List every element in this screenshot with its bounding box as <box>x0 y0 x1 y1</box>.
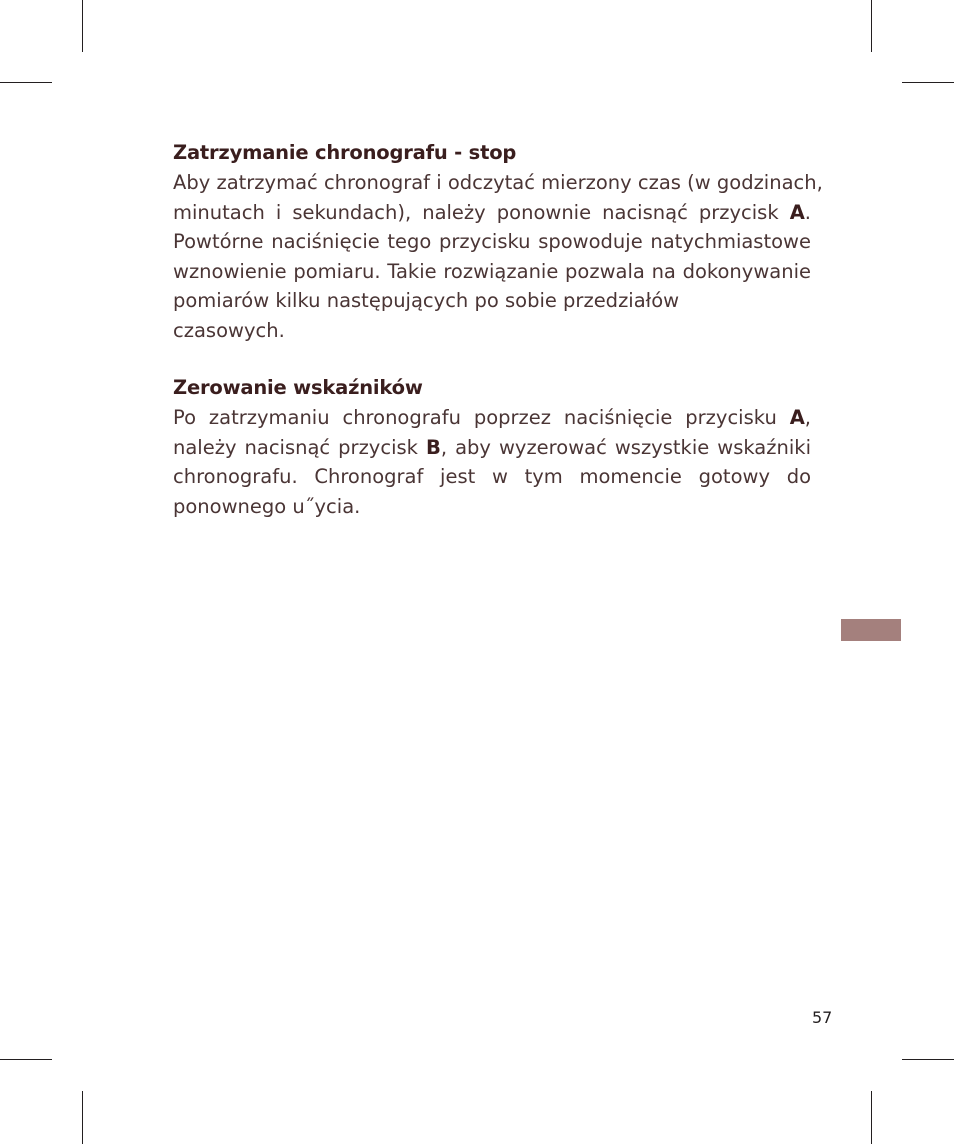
section-body-stop <box>173 168 823 345</box>
crop-mark-top-right-horizontal <box>902 82 954 83</box>
section-spacer <box>173 345 811 373</box>
text-fragment: należy nacisnąć przycisk <box>173 435 426 459</box>
section-heading-reset: Zerowanie wskaźników <box>173 376 423 399</box>
crop-mark-top-left-vertical <box>82 0 83 52</box>
text-fragment: Po zatrzymaniu chronografu poprzez naciśnięcie przycisku <box>173 406 790 429</box>
text-fragment: , <box>804 406 811 429</box>
text-fragment: , aby wyzerować wszystkie wskaźniki <box>440 435 811 459</box>
text-line <box>173 433 811 463</box>
text-line <box>173 403 811 433</box>
text-line: Powtórne naciśnięcie tego przycisku spowoduje natychmiastowe <box>173 230 811 253</box>
crop-mark-bottom-right-horizontal <box>902 1059 954 1060</box>
section-heading-stop: Zatrzymanie chronografu - stop <box>173 141 517 164</box>
page-content <box>173 138 823 521</box>
text-line: czasowych. <box>173 318 285 342</box>
text-fragment: minutach i sekundach), należy ponownie nacisnąć przycisk <box>173 200 790 224</box>
crop-mark-top-right-vertical <box>871 0 872 52</box>
text-line: wznowienie pomiaru. Takie rozwiązanie pozwala na dokonywanie <box>173 259 811 283</box>
section-body-reset <box>173 403 811 521</box>
text-line: Aby zatrzymać chronograf i odczytać mierzony czas (w godzinach, <box>173 171 823 194</box>
crop-mark-top-left-horizontal <box>0 82 52 83</box>
text-line: pomiarów kilku następujących po sobie przedziałów <box>173 289 680 312</box>
crop-mark-bottom-right-vertical <box>871 1091 872 1144</box>
crop-mark-bottom-left-vertical <box>82 1091 83 1144</box>
text-line <box>173 198 811 228</box>
crop-mark-bottom-left-horizontal <box>0 1059 52 1060</box>
text-line: ponownego u˝ycia. <box>173 494 361 518</box>
page-number: 57 <box>812 1008 833 1027</box>
text-fragment: . <box>804 200 811 224</box>
button-a-reference: A <box>789 406 805 429</box>
text-line: chronografu. Chronograf jest w tym momencie gotowy do <box>173 465 811 488</box>
button-b-reference: B <box>425 435 441 459</box>
button-a-reference: A <box>789 200 805 224</box>
section-tab-marker <box>841 619 901 641</box>
